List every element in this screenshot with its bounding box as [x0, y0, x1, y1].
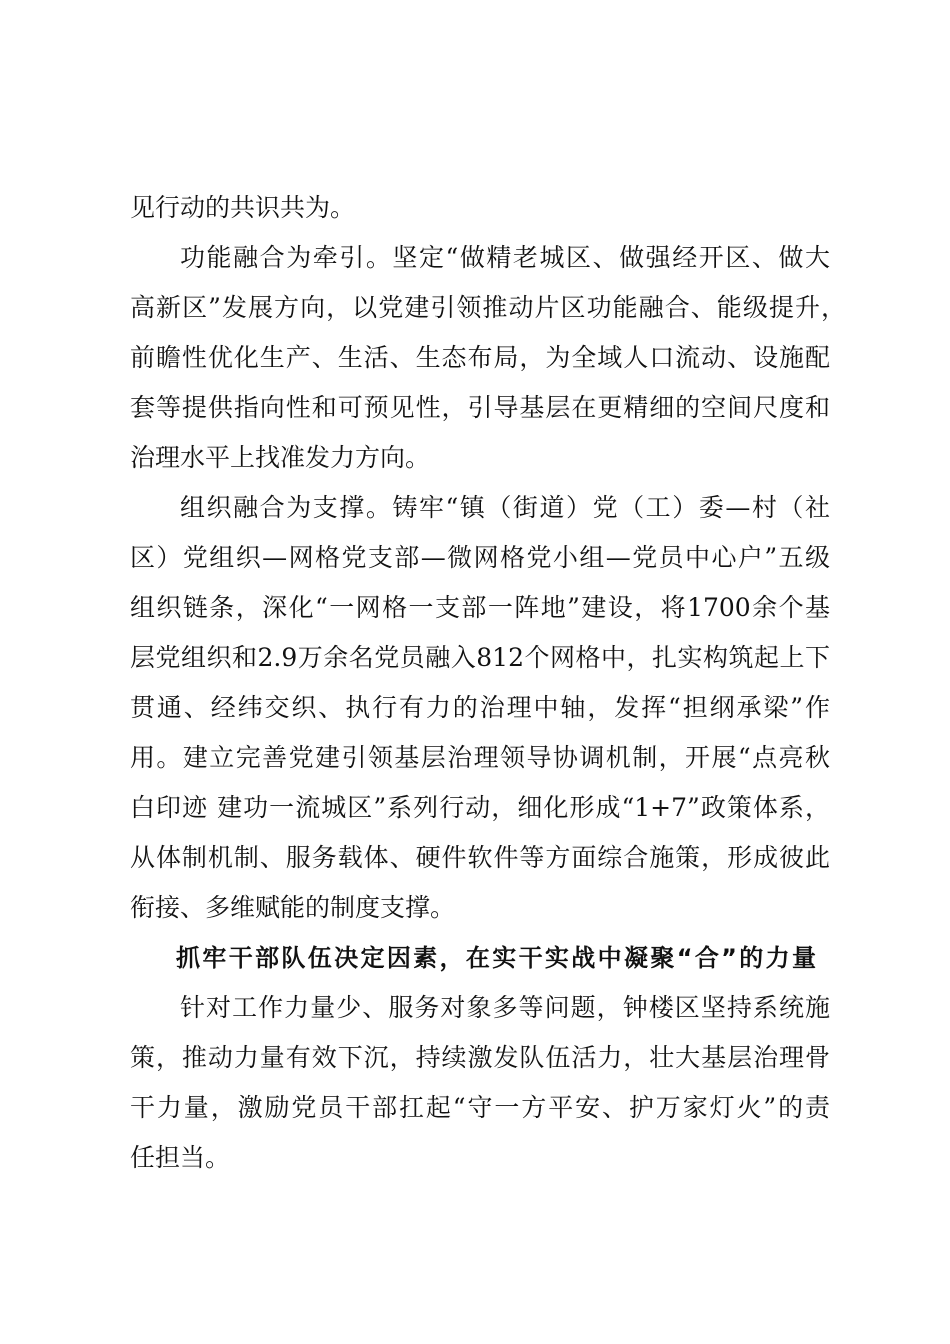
paragraph-line: 白印迹 建功一流城区”系列行动，细化形成“1+7”政策体系，	[130, 793, 830, 822]
paragraph-line: 套等提供指向性和可预见性，引导基层在更精细的空间尺度和	[130, 393, 830, 422]
paragraph-line: 贯通、经纬交织、执行有力的治理中轴，发挥“担纲承梁”作	[130, 693, 830, 722]
paragraph-line: 衔接、多维赋能的制度支撑。	[130, 893, 456, 922]
paragraph-line: 策，推动力量有效下沉，持续激发队伍活力，壮大基层治理骨	[130, 1043, 830, 1072]
paragraph-line: 组织链条，深化“一网格一支部一阵地”建设，将1700余个基	[130, 593, 830, 622]
paragraph-line: 功能融合为牵引。坚定“做精老城区、做强经开区、做大	[180, 243, 830, 272]
paragraph-line: 任担当。	[130, 1143, 231, 1172]
paragraph-line: 见行动的共识共为。	[130, 193, 356, 222]
paragraph-line: 用。建立完善党建引领基层治理领导协调机制，开展“点亮秋	[130, 743, 830, 772]
paragraph-line: 高新区”发展方向，以党建引领推动片区功能融合、能级提升，	[130, 293, 846, 322]
paragraph-line: 区）党组织—网格党支部—微网格党小组—党员中心户”五级	[130, 543, 830, 572]
section-heading: 抓牢干部队伍决定因素，在实干实战中凝聚“合”的力量	[176, 944, 816, 972]
paragraph-line: 前瞻性优化生产、生活、生态布局，为全域人口流动、设施配	[130, 343, 830, 372]
paragraph-line: 治理水平上找准发力方向。	[130, 443, 431, 472]
paragraph-line: 组织融合为支撑。铸牢“镇（街道）党（工）委—村（社	[180, 493, 830, 522]
paragraph-line: 针对工作力量少、服务对象多等问题，钟楼区坚持系统施	[180, 993, 830, 1022]
paragraph-line: 干力量，激励党员干部扛起“守一方平安、护万家灯火”的责	[130, 1093, 830, 1122]
paragraph-line: 层党组织和2.9万余名党员融入812个网格中，扎实构筑起上下	[130, 643, 830, 672]
paragraph-line: 从体制机制、服务载体、硬件软件等方面综合施策，形成彼此	[130, 843, 830, 872]
